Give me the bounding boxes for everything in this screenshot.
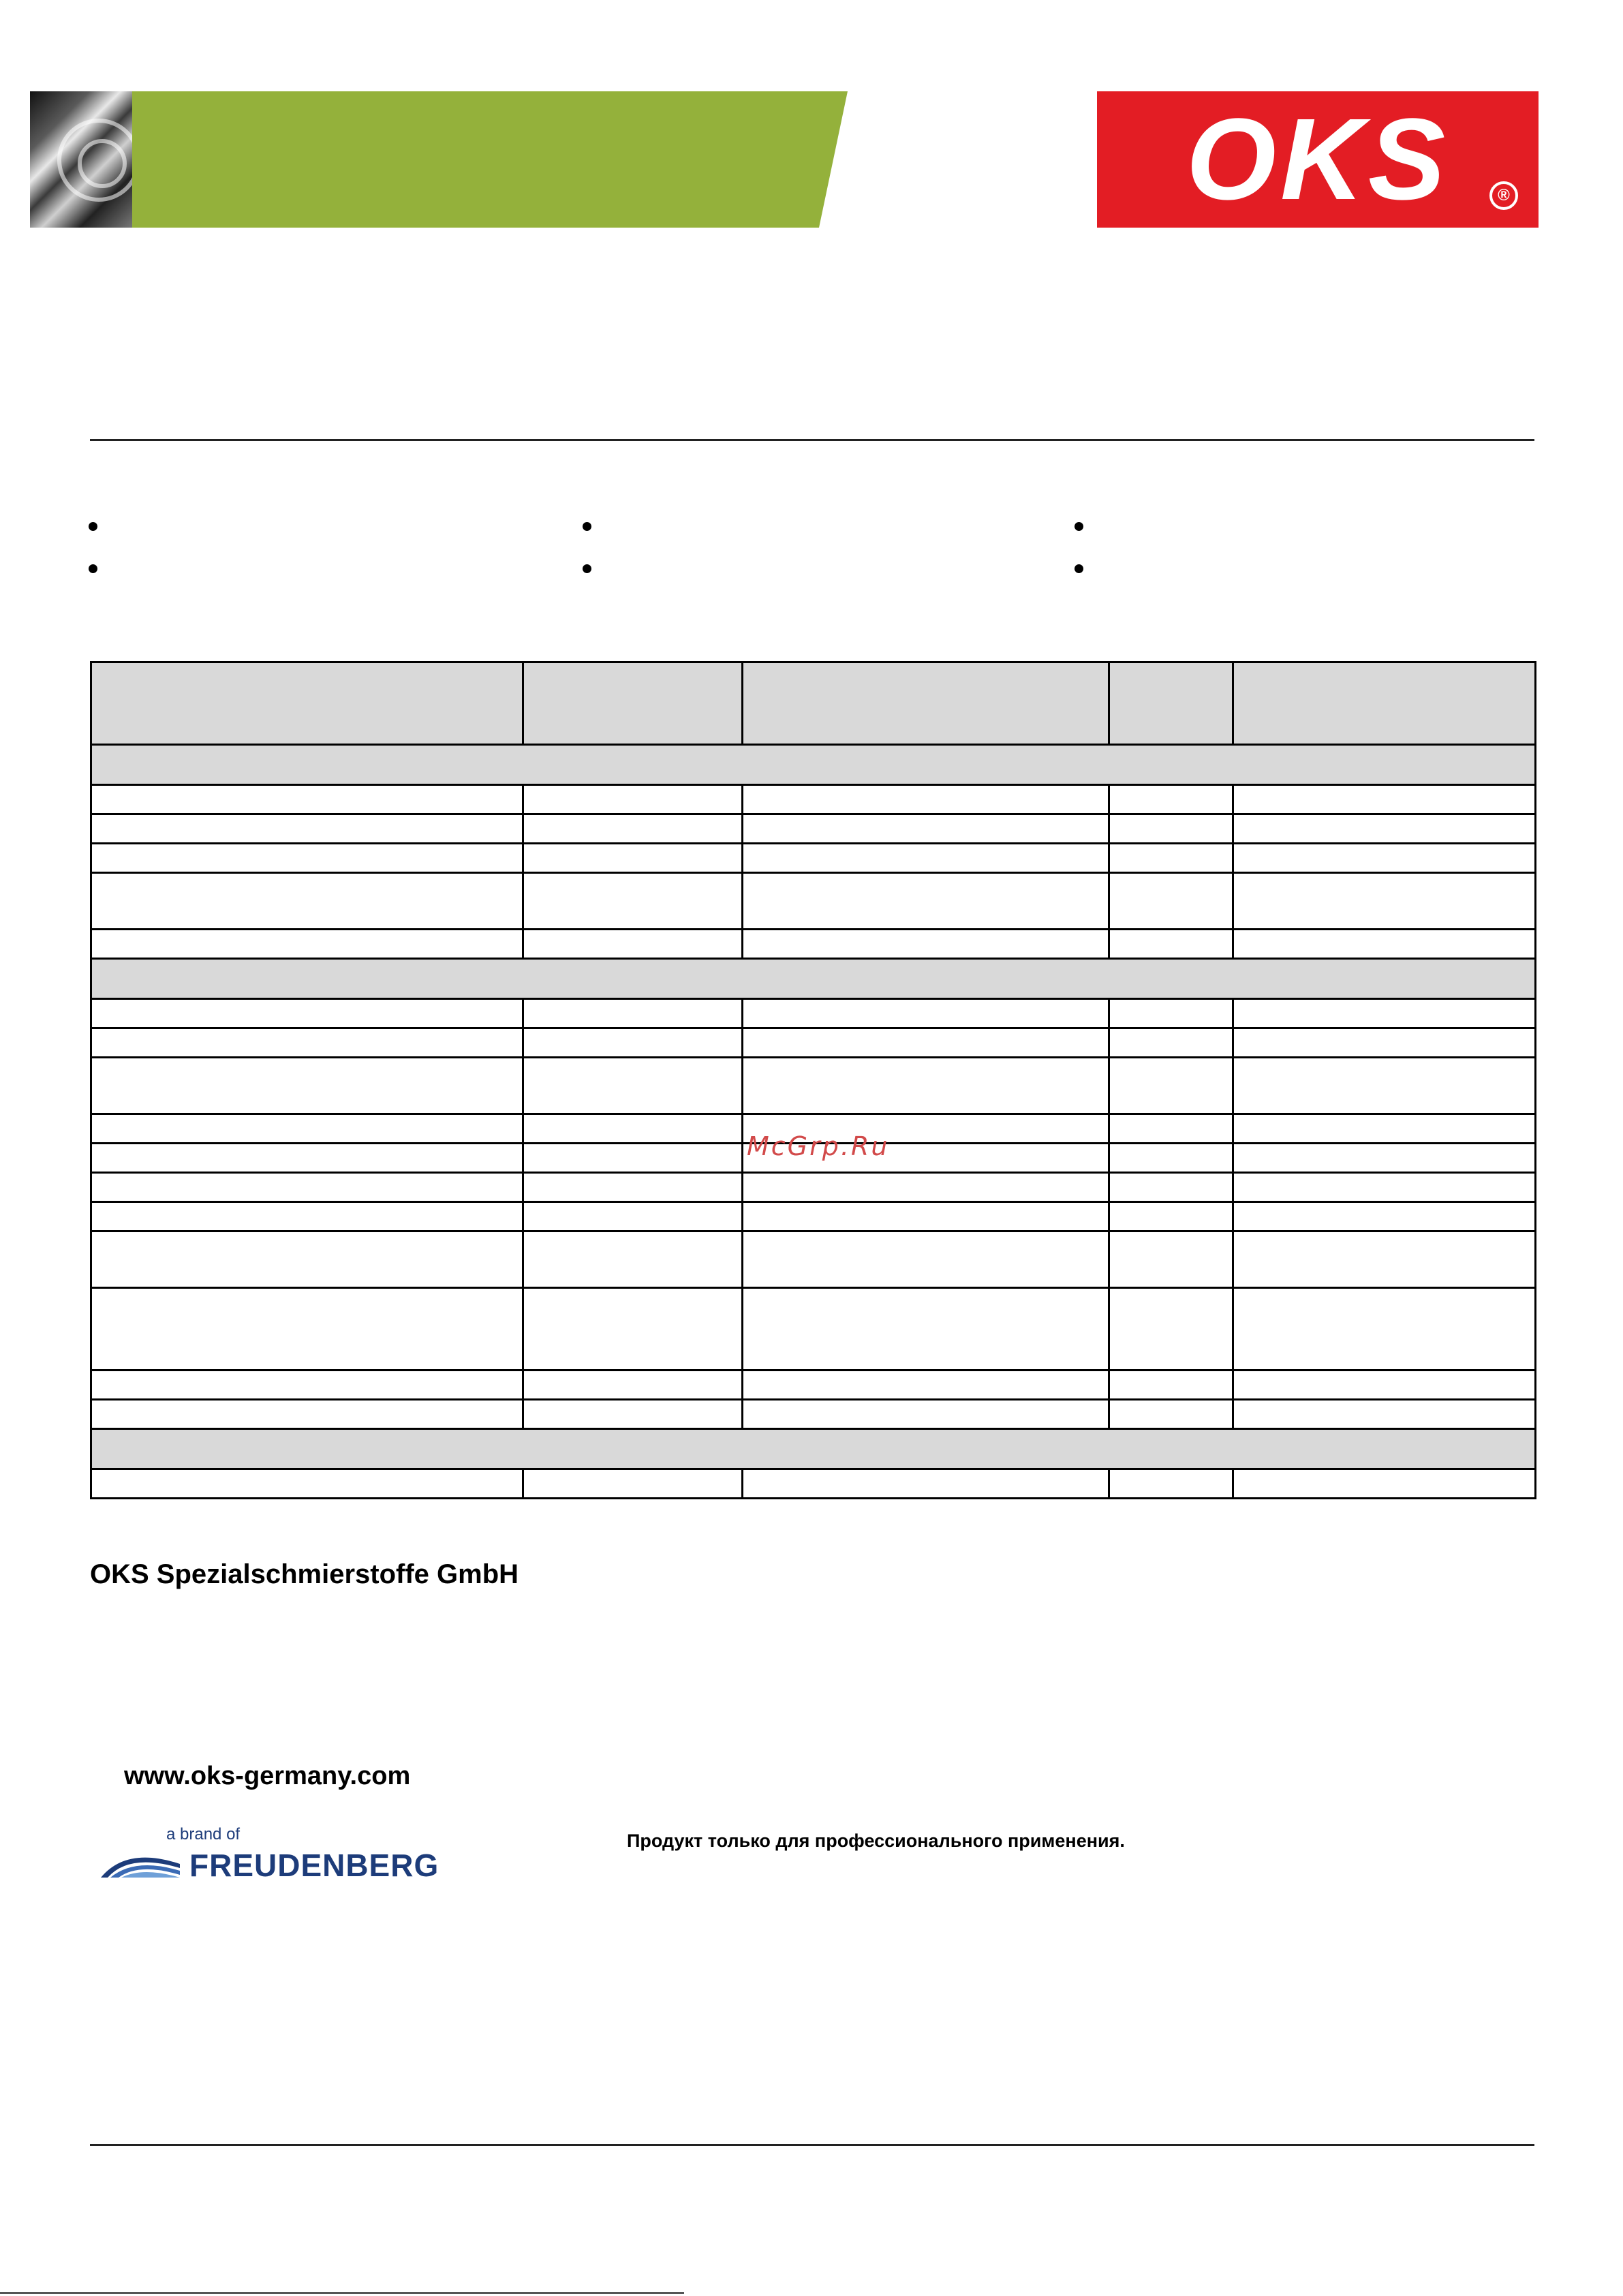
- feature-bullet: [1075, 564, 1083, 573]
- footer-divider: [90, 2144, 1534, 2146]
- table-row: [91, 1288, 1536, 1371]
- registered-mark: ®: [1489, 181, 1518, 210]
- table-row: [91, 1058, 1536, 1114]
- page-edge-line: [0, 2292, 684, 2294]
- table-row: [91, 1202, 1536, 1231]
- table-row: [91, 785, 1536, 814]
- feature-bullet: [89, 522, 97, 531]
- table-row: [91, 1400, 1536, 1429]
- table-section-row: [91, 959, 1536, 999]
- oks-logo: [1097, 91, 1539, 228]
- technical-data-table: [90, 661, 1536, 1499]
- table-header-cell: [1233, 662, 1536, 745]
- table-row: [91, 1469, 1536, 1499]
- table-header-cell: [743, 662, 1109, 745]
- table-row: [91, 999, 1536, 1028]
- feature-bullet: [583, 564, 591, 573]
- feature-bullet: [1075, 522, 1083, 531]
- table-row: [91, 814, 1536, 844]
- table-section-row: [91, 1429, 1536, 1469]
- table-row: [91, 873, 1536, 930]
- title-divider: [90, 439, 1534, 441]
- table-row: [91, 1371, 1536, 1400]
- website-link[interactable]: www.oks-germany.com: [124, 1762, 411, 1790]
- table-row: [91, 1173, 1536, 1202]
- table-header-row: [91, 662, 1536, 745]
- header-green-banner: [132, 91, 848, 228]
- table-row: [91, 1028, 1536, 1058]
- table-header-cell: [1109, 662, 1233, 745]
- feature-bullet: [583, 522, 591, 531]
- table-row: [91, 1231, 1536, 1288]
- feature-bullet: [89, 564, 97, 573]
- company-name: OKS Spezialschmierstoffe GmbH: [90, 1559, 519, 1589]
- freudenberg-wave-icon: [99, 1850, 181, 1880]
- table-header-cell: [91, 662, 523, 745]
- brand-wordmark: FREUDENBERG: [189, 1848, 439, 1883]
- header-photo: [30, 91, 132, 228]
- table-row: [91, 844, 1536, 873]
- table-section-row: [91, 745, 1536, 785]
- watermark: McGrp.Ru: [747, 1131, 890, 1161]
- table-row: [91, 930, 1536, 959]
- table-header-cell: [523, 662, 743, 745]
- professional-use-notice: Продукт только для профессионального применения.: [627, 1831, 1125, 1851]
- oks-logo-text: OKS: [1186, 95, 1450, 224]
- freudenberg-logo: [99, 1825, 439, 1884]
- brand-tagline: a brand of: [166, 1825, 241, 1843]
